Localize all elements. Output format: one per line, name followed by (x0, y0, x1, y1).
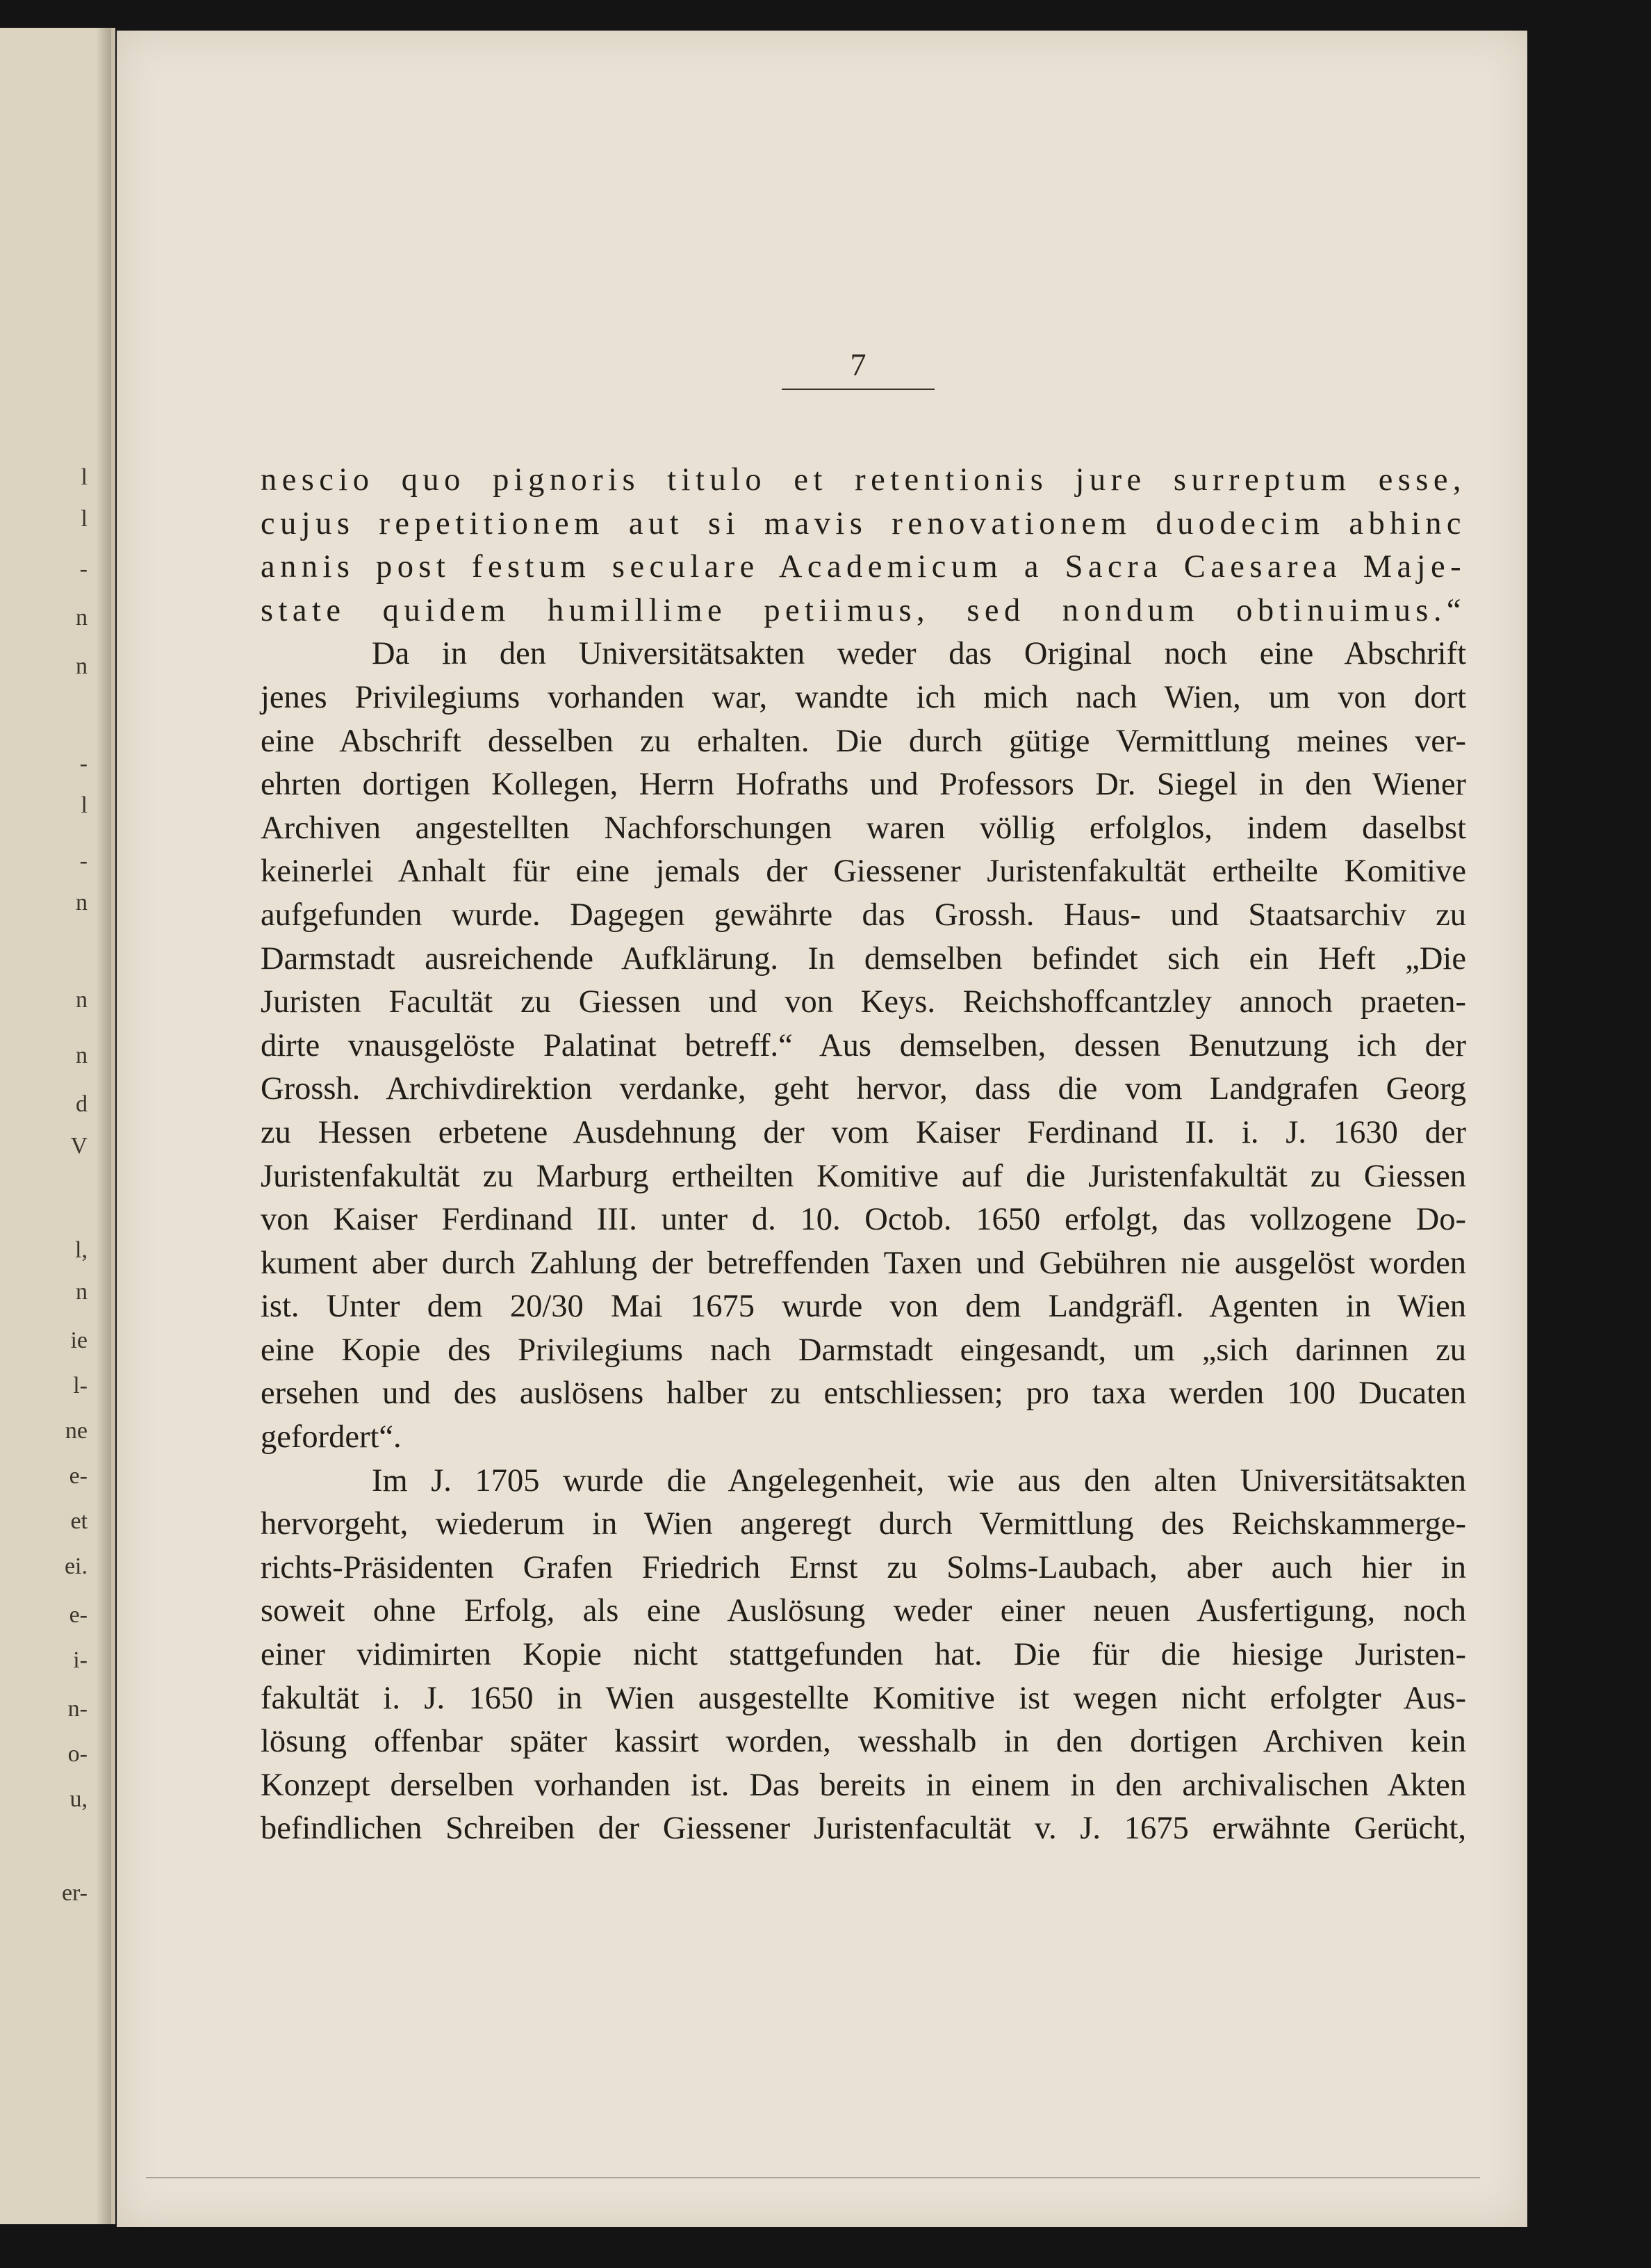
text-line: von Kaiser Ferdinand III. unter d. 10. Octob. 1650 erfolgt, das vollzogene Do- (261, 1202, 1466, 1238)
text-line: Darmstadt ausreichende Aufklärung. In demselben befindet sich ein Heft „Die (261, 940, 1466, 977)
text-line: zu Hessen erbetene Ausdehnung der vom Kaiser Ferdinand II. i. J. 1630 der (261, 1114, 1466, 1150)
text-line: lösung offenbar später kassirt worden, wesshalb in den dortigen Archiven kein (261, 1724, 1466, 1760)
margin-fragment: o- (67, 1741, 88, 1767)
margin-fragment: n (76, 1279, 88, 1305)
text-line: ehrten dortigen Kollegen, Herrn Hofraths und Professors Dr. Siegel in den Wiener (261, 767, 1466, 803)
text-line: Im J. 1705 wurde die Angelegenheit, wie aus den alten Universitätsakten (372, 1462, 1466, 1499)
text-line: eine Kopie des Privilegiums nach Darmstadt eingesandt, um „sich darinnen zu (261, 1332, 1466, 1368)
margin-fragment: er- (61, 1880, 88, 1906)
text-line: jenes Privilegiums vorhanden war, wandte ich mich nach Wien, um von dort (261, 679, 1466, 715)
text-line: richts-Präsidenten Grafen Friedrich Ernst zu Solms-Laubach, aber auch hier in (261, 1549, 1466, 1585)
margin-fragment: et (70, 1508, 88, 1534)
text-line: befindlichen Schreiben der Giessener Juristenfacultät v. J. 1675 erwähnte Gerücht, (261, 1811, 1466, 1847)
text-line: gefordert“. (261, 1419, 402, 1455)
text-line: Juristen Facultät zu Giessen und von Keys. Reichshoffcantzley annoch praeten- (261, 984, 1466, 1020)
text-line: eine Abschrift desselben zu erhalten. Die durch gütige Vermittlung meines ver- (261, 723, 1466, 759)
text-line: kument aber durch Zahlung der betreffenden Taxen und Gebühren nie ausgelöst worden (261, 1245, 1466, 1281)
text-line: Da in den Universitätsakten weder das Original noch eine Abschrift (372, 636, 1466, 672)
page-bottom-edge (146, 2177, 1480, 2178)
margin-fragment: n (76, 1043, 88, 1068)
margin-fragment: n (76, 605, 88, 630)
margin-fragment: e- (69, 1463, 88, 1489)
text-line: aufgefunden wurde. Dagegen gewährte das Grossh. Haus- und Staatsarchiv zu (261, 897, 1466, 933)
text-line: ersehen und des auslösens halber zu entschliessen; pro taxa werden 100 Ducaten (261, 1376, 1466, 1412)
margin-fragment: e- (69, 1602, 88, 1628)
margin-fragment: d (76, 1091, 88, 1117)
text-line: Juristenfakultät zu Marburg ertheilten Komitive auf die Juristenfakultät zu Giessen (261, 1158, 1466, 1194)
scan-background-right (1527, 31, 1651, 2227)
text-line: cujus repetitionem aut si mavis renovationem duodecim abhinc (261, 505, 1466, 541)
text-line: state quidem humillime petiimus, sed nondum obtinuimus.“ (261, 592, 1466, 628)
margin-fragment: - (79, 751, 88, 776)
text-line: Archiven angestellten Nachforschungen waren völlig erfolglos, indem daselbst (261, 810, 1466, 846)
text-line: soweit ohne Erfolg, als eine Auslösung weder einer neuen Ausfertigung, noch (261, 1593, 1466, 1629)
margin-fragment: ne (65, 1418, 88, 1444)
margin-fragment: n- (67, 1696, 88, 1722)
margin-fragment: V (70, 1133, 88, 1159)
text-line: einer vidimirten Kopie nicht stattgefunden hat. Die für die hiesige Juristen- (261, 1637, 1466, 1673)
text-line: annis post festum seculare Academicum a Sacra Caesarea Maje- (261, 549, 1466, 585)
margin-fragment: - (79, 556, 88, 582)
page-fold-shadow (96, 28, 111, 2224)
margin-fragment: ie (70, 1328, 88, 1353)
margin-fragment: - (79, 848, 88, 874)
margin-fragment: n (76, 653, 88, 679)
text-line: ist. Unter dem 20/30 Mai 1675 wurde von dem Landgräfl. Agenten in Wien (261, 1289, 1466, 1325)
margin-fragment: l (81, 792, 88, 818)
margin-fragment: l (81, 464, 88, 490)
margin-fragment: l, (75, 1237, 88, 1263)
text-line: fakultät i. J. 1650 in Wien ausgestellte Komitive ist wegen nicht erfolgter Aus- (261, 1680, 1466, 1716)
body-text (261, 459, 1466, 1851)
margin-fragment: i- (73, 1647, 88, 1673)
page-number: 7 (782, 346, 935, 390)
margin-fragment: u, (69, 1786, 88, 1812)
text-line: Konzept derselben vorhanden ist. Das bereits in einem in den archivalischen Akten (261, 1767, 1466, 1803)
text-line: Grossh. Archivdirektion verdanke, geht hervor, dass die vom Landgrafen Georg (261, 1071, 1466, 1107)
previous-page-edge (0, 28, 115, 2224)
text-line: nescio quo pignoris titulo et retentionis jure surreptum esse, (261, 462, 1466, 498)
margin-fragment: n (76, 987, 88, 1013)
text-line: dirte vnausgelöste Palatinat betreff.“ Aus demselben, dessen Benutzung ich der (261, 1027, 1466, 1063)
margin-fragment: l- (73, 1373, 88, 1398)
text-line: keinerlei Anhalt für eine jemals der Giessener Juristenfakultät ertheilte Komitive (261, 854, 1466, 890)
margin-fragment: n (76, 890, 88, 915)
text-line: hervorgeht, wiederum in Wien angeregt durch Vermittlung des Reichskammerge- (261, 1506, 1466, 1542)
margin-fragment: l (81, 506, 88, 532)
margin-fragment: ei. (64, 1553, 88, 1579)
